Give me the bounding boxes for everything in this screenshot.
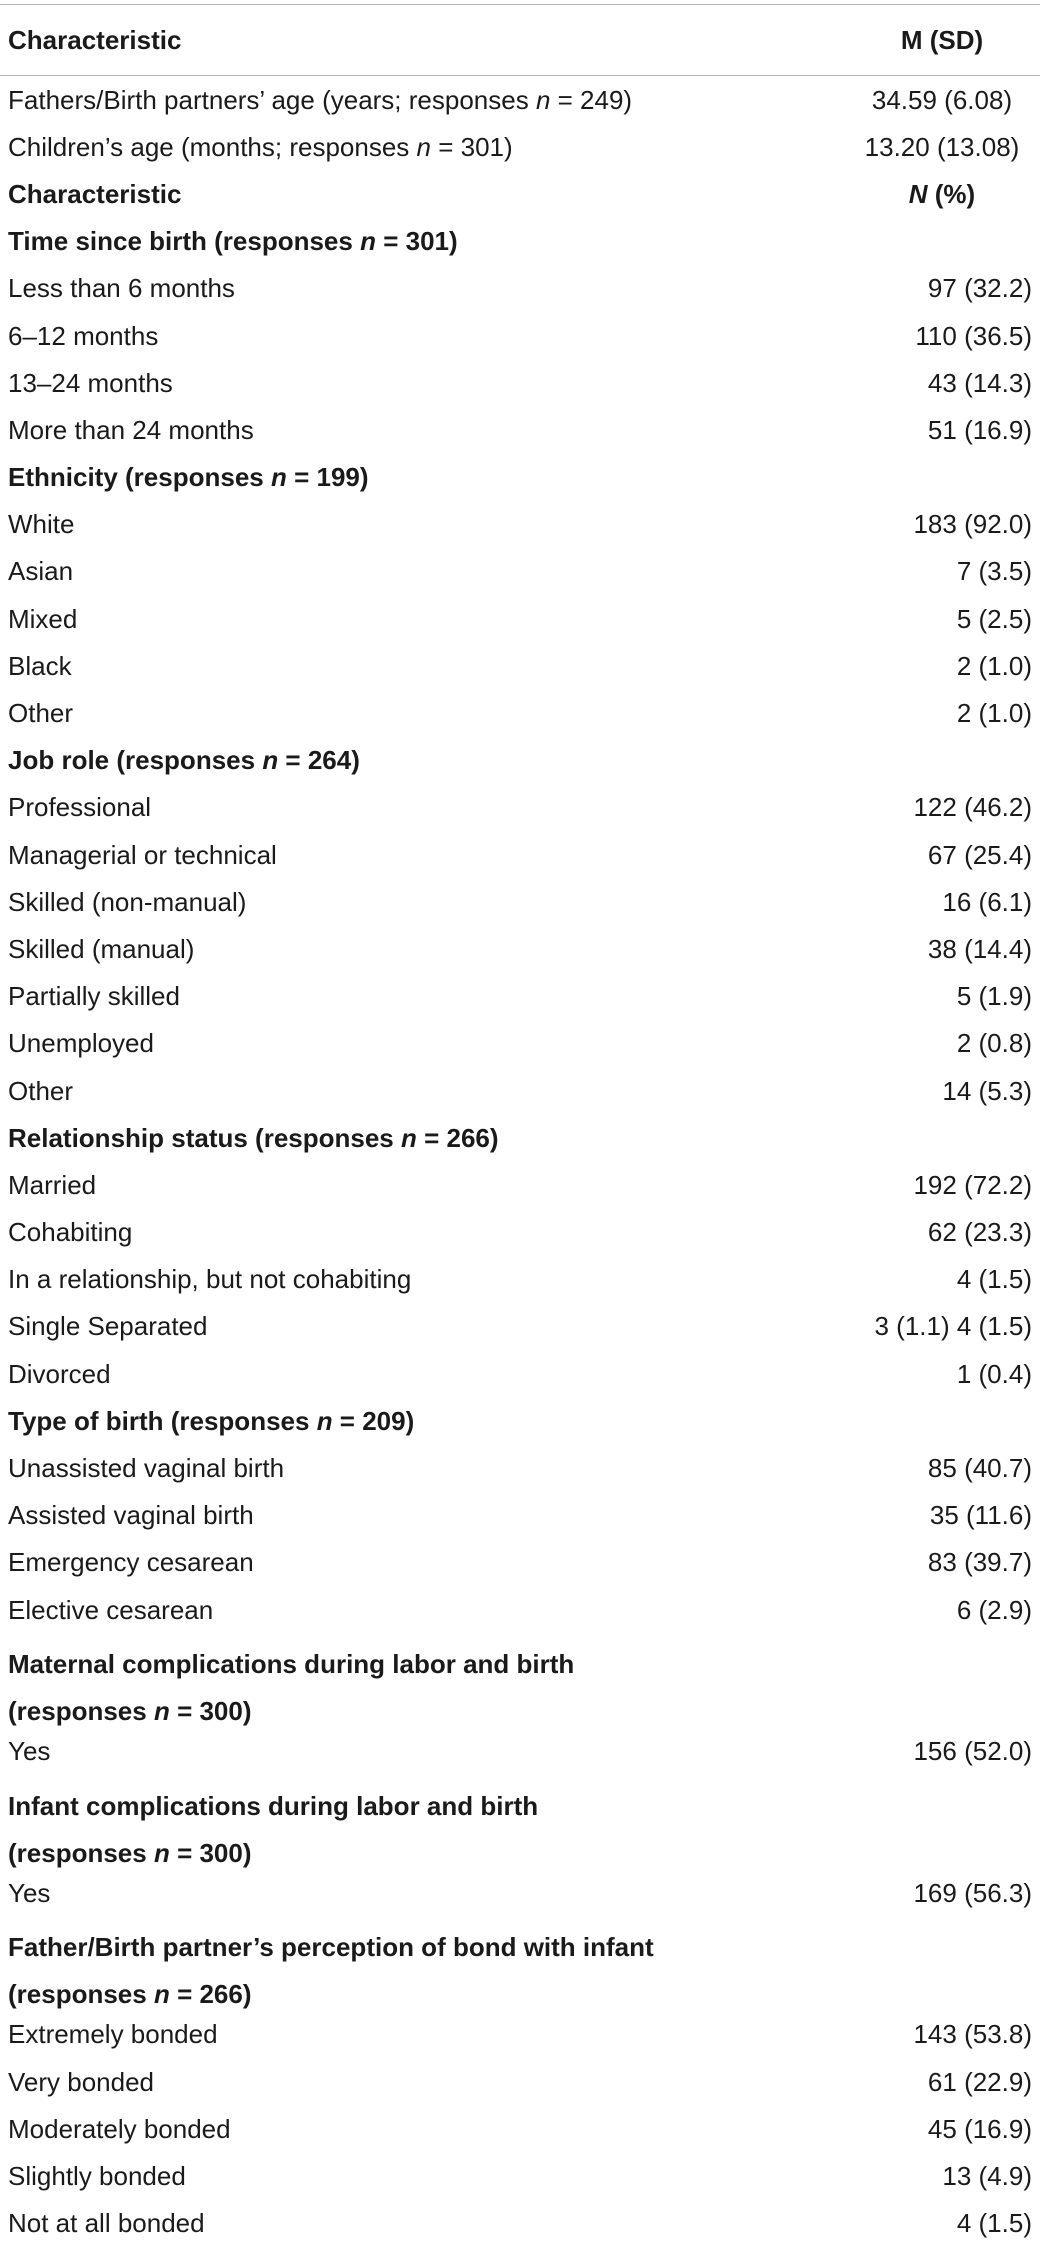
row-label: Other xyxy=(8,1075,74,1106)
title-text: = 301) xyxy=(375,226,458,257)
title-text: = 300) xyxy=(169,1696,252,1727)
row-label: Skilled (non-manual) xyxy=(8,886,247,917)
title-text: Ethnicity (responses xyxy=(8,462,271,493)
row-value: 16 (6.1) xyxy=(942,886,1032,917)
title-text: Job role (responses xyxy=(8,745,263,776)
row-value: 85 (40.7) xyxy=(927,1453,1032,1484)
n-symbol: N xyxy=(908,178,928,209)
subheader-characteristic: Characteristic xyxy=(8,178,182,209)
title-text: (responses xyxy=(8,1979,154,2010)
section-title-text xyxy=(8,1783,538,1877)
row-value: 183 (92.0) xyxy=(913,509,1032,540)
row-value: 3 (1.1) 4 (1.5) xyxy=(874,1311,1032,1342)
table-row xyxy=(0,1444,1040,1491)
row-label: Asian xyxy=(8,556,74,587)
row-value: 110 (36.5) xyxy=(915,320,1032,351)
table-row xyxy=(0,1492,1040,1539)
table-header xyxy=(0,5,1040,75)
label-text: Children’s age (months; responses xyxy=(8,131,417,162)
table-row xyxy=(0,1256,1040,1303)
table-row xyxy=(0,2058,1040,2105)
table-body xyxy=(0,76,1040,2247)
row-value: 1 (0.4) xyxy=(956,1358,1032,1389)
n-symbol: n xyxy=(153,1837,170,1868)
title-text: (responses xyxy=(8,1837,154,1868)
table-row xyxy=(0,1586,1040,1633)
row-label: Professional xyxy=(8,792,152,823)
row-value: 5 (1.9) xyxy=(956,981,1032,1012)
section-title-text xyxy=(8,1122,499,1153)
row-label: Cohabiting xyxy=(8,1217,133,1248)
table-row xyxy=(0,359,1040,406)
row-label: Very bonded xyxy=(8,2066,155,2097)
section-title-text xyxy=(8,462,369,493)
table-row xyxy=(0,76,1040,123)
row-value: 7 (3.5) xyxy=(956,556,1032,587)
section-title xyxy=(0,1916,1040,2010)
title-text: Time since birth (responses xyxy=(8,226,361,257)
row-value: 6 (2.9) xyxy=(956,1594,1032,1625)
row-label: 6–12 months xyxy=(8,320,159,351)
table-row xyxy=(0,1539,1040,1586)
row-label: Unassisted vaginal birth xyxy=(8,1453,285,1484)
table-row xyxy=(0,831,1040,878)
n-symbol: n xyxy=(316,1405,333,1436)
n-symbol: n xyxy=(270,462,287,493)
row-value: 83 (39.7) xyxy=(927,1547,1032,1578)
row-value: 2 (1.0) xyxy=(956,698,1032,729)
title-text: = 264) xyxy=(278,745,360,776)
section-title-text xyxy=(8,745,360,776)
section-title-text xyxy=(8,1405,415,1436)
table-row xyxy=(0,2105,1040,2152)
table-row xyxy=(0,878,1040,925)
table-row xyxy=(0,2199,1040,2246)
title-line: Infant complications during labor and birth xyxy=(8,1790,539,1821)
row-value: 35 (11.6) xyxy=(929,1500,1032,1531)
row-value: 97 (32.2) xyxy=(927,273,1032,304)
row-label: Unemployed xyxy=(8,1028,154,1059)
row-value: 5 (2.5) xyxy=(956,603,1032,634)
table-row xyxy=(0,689,1040,736)
row-label: Elective cesarean xyxy=(8,1594,214,1625)
row-value: 2 (0.8) xyxy=(956,1028,1032,1059)
subheader-row xyxy=(0,170,1040,217)
label-text: Fathers/Birth partners’ age (years; responses xyxy=(8,84,536,115)
title-text: = 266) xyxy=(169,1979,252,2010)
table-row xyxy=(0,501,1040,548)
row-value: 38 (14.4) xyxy=(927,933,1032,964)
section-title xyxy=(0,1397,1040,1444)
row-value: 4 (1.5) xyxy=(956,1264,1032,1295)
row-label: Black xyxy=(8,650,72,681)
title-line: Father/Birth partner’s perception of bond with infant xyxy=(8,1932,654,1963)
row-label: Extremely bonded xyxy=(8,2019,218,2050)
row-value: 43 (14.3) xyxy=(927,367,1032,398)
section-title xyxy=(0,218,1040,265)
row-label: Less than 6 months xyxy=(8,273,235,304)
row-value: 67 (25.4) xyxy=(927,839,1032,870)
row-value: 156 (52.0) xyxy=(913,1736,1032,1767)
title-text: = 209) xyxy=(332,1405,415,1436)
row-value: 34.59 (6.08) xyxy=(871,84,1013,115)
table-row xyxy=(0,406,1040,453)
section-title xyxy=(0,1775,1040,1869)
row-label: Assisted vaginal birth xyxy=(8,1500,254,1531)
n-symbol: n xyxy=(153,1696,170,1727)
table-row xyxy=(0,595,1040,642)
section-title-text xyxy=(8,1924,654,2018)
n-symbol: n xyxy=(535,84,551,115)
section-title xyxy=(0,454,1040,501)
row-value: 51 (16.9) xyxy=(927,414,1032,445)
table-row xyxy=(0,973,1040,1020)
row-label xyxy=(8,84,633,115)
row-label: Skilled (manual) xyxy=(8,933,195,964)
section-title-text xyxy=(8,1641,574,1735)
title-text: = 300) xyxy=(169,1837,252,1868)
row-value: 13 (4.9) xyxy=(942,2160,1032,2191)
title-text: = 199) xyxy=(286,462,369,493)
row-value: 122 (46.2) xyxy=(913,792,1032,823)
row-label: Managerial or technical xyxy=(8,839,277,870)
table-row xyxy=(0,925,1040,972)
title-text: Type of birth (responses xyxy=(8,1405,317,1436)
percent-label: (%) xyxy=(927,178,976,209)
row-value: 45 (16.9) xyxy=(927,2113,1032,2144)
row-value: 14 (5.3) xyxy=(942,1075,1032,1106)
row-label: More than 24 months xyxy=(8,414,254,445)
title-line: Maternal complications during labor and birth xyxy=(8,1649,575,1680)
subheader-n-percent xyxy=(852,178,1032,209)
table-row xyxy=(0,312,1040,359)
table-row xyxy=(0,2152,1040,2199)
section-title xyxy=(0,1633,1040,1727)
header-mean-sd: M (SD) xyxy=(900,25,984,55)
section-title xyxy=(0,737,1040,784)
n-symbol: n xyxy=(262,745,279,776)
row-label: Divorced xyxy=(8,1358,111,1389)
table-row xyxy=(0,1209,1040,1256)
table-row xyxy=(0,123,1040,170)
table-row xyxy=(0,1020,1040,1067)
demographics-table xyxy=(0,4,1040,2247)
row-value: 2 (1.0) xyxy=(956,650,1032,681)
table-row xyxy=(0,1067,1040,1114)
title-text: (responses xyxy=(8,1696,154,1727)
table-row xyxy=(0,642,1040,689)
row-label: Other xyxy=(8,698,74,729)
table-row xyxy=(0,1161,1040,1208)
row-value: 192 (72.2) xyxy=(913,1169,1032,1200)
label-text: = 249) xyxy=(550,84,633,115)
table-row xyxy=(0,1303,1040,1350)
row-label: Yes xyxy=(8,1736,51,1767)
row-value: 13.20 (13.08) xyxy=(864,131,1020,162)
row-value: 62 (23.3) xyxy=(927,1217,1032,1248)
section-title-text xyxy=(8,226,458,257)
row-value: 4 (1.5) xyxy=(956,2208,1032,2239)
table-row xyxy=(0,548,1040,595)
row-label: Slightly bonded xyxy=(8,2160,186,2191)
table-row xyxy=(0,265,1040,312)
title-text: = 266) xyxy=(416,1122,499,1153)
n-symbol: n xyxy=(153,1979,170,2010)
header-characteristic: Characteristic xyxy=(8,25,182,55)
table-row xyxy=(0,784,1040,831)
row-label: Mixed xyxy=(8,603,78,634)
row-label: Not at all bonded xyxy=(8,2208,205,2239)
row-label: Emergency cesarean xyxy=(8,1547,254,1578)
row-label: Married xyxy=(8,1169,97,1200)
n-symbol: n xyxy=(360,226,376,257)
row-label: 13–24 months xyxy=(8,367,173,398)
row-label: Partially skilled xyxy=(8,981,180,1012)
label-text: = 301) xyxy=(430,131,513,162)
n-symbol: n xyxy=(400,1122,417,1153)
n-symbol: n xyxy=(416,131,431,162)
row-value: 143 (53.8) xyxy=(913,2019,1032,2050)
title-text: Relationship status (responses xyxy=(8,1122,401,1153)
row-value: 169 (56.3) xyxy=(913,1877,1032,1908)
row-label: Yes xyxy=(8,1877,51,1908)
row-label xyxy=(8,131,513,162)
row-label: Single Separated xyxy=(8,1311,208,1342)
row-label: White xyxy=(8,509,75,540)
table-row xyxy=(0,1350,1040,1397)
section-title xyxy=(0,1114,1040,1161)
row-label: Moderately bonded xyxy=(8,2113,231,2144)
row-label: In a relationship, but not cohabiting xyxy=(8,1264,412,1295)
row-value: 61 (22.9) xyxy=(927,2066,1032,2097)
